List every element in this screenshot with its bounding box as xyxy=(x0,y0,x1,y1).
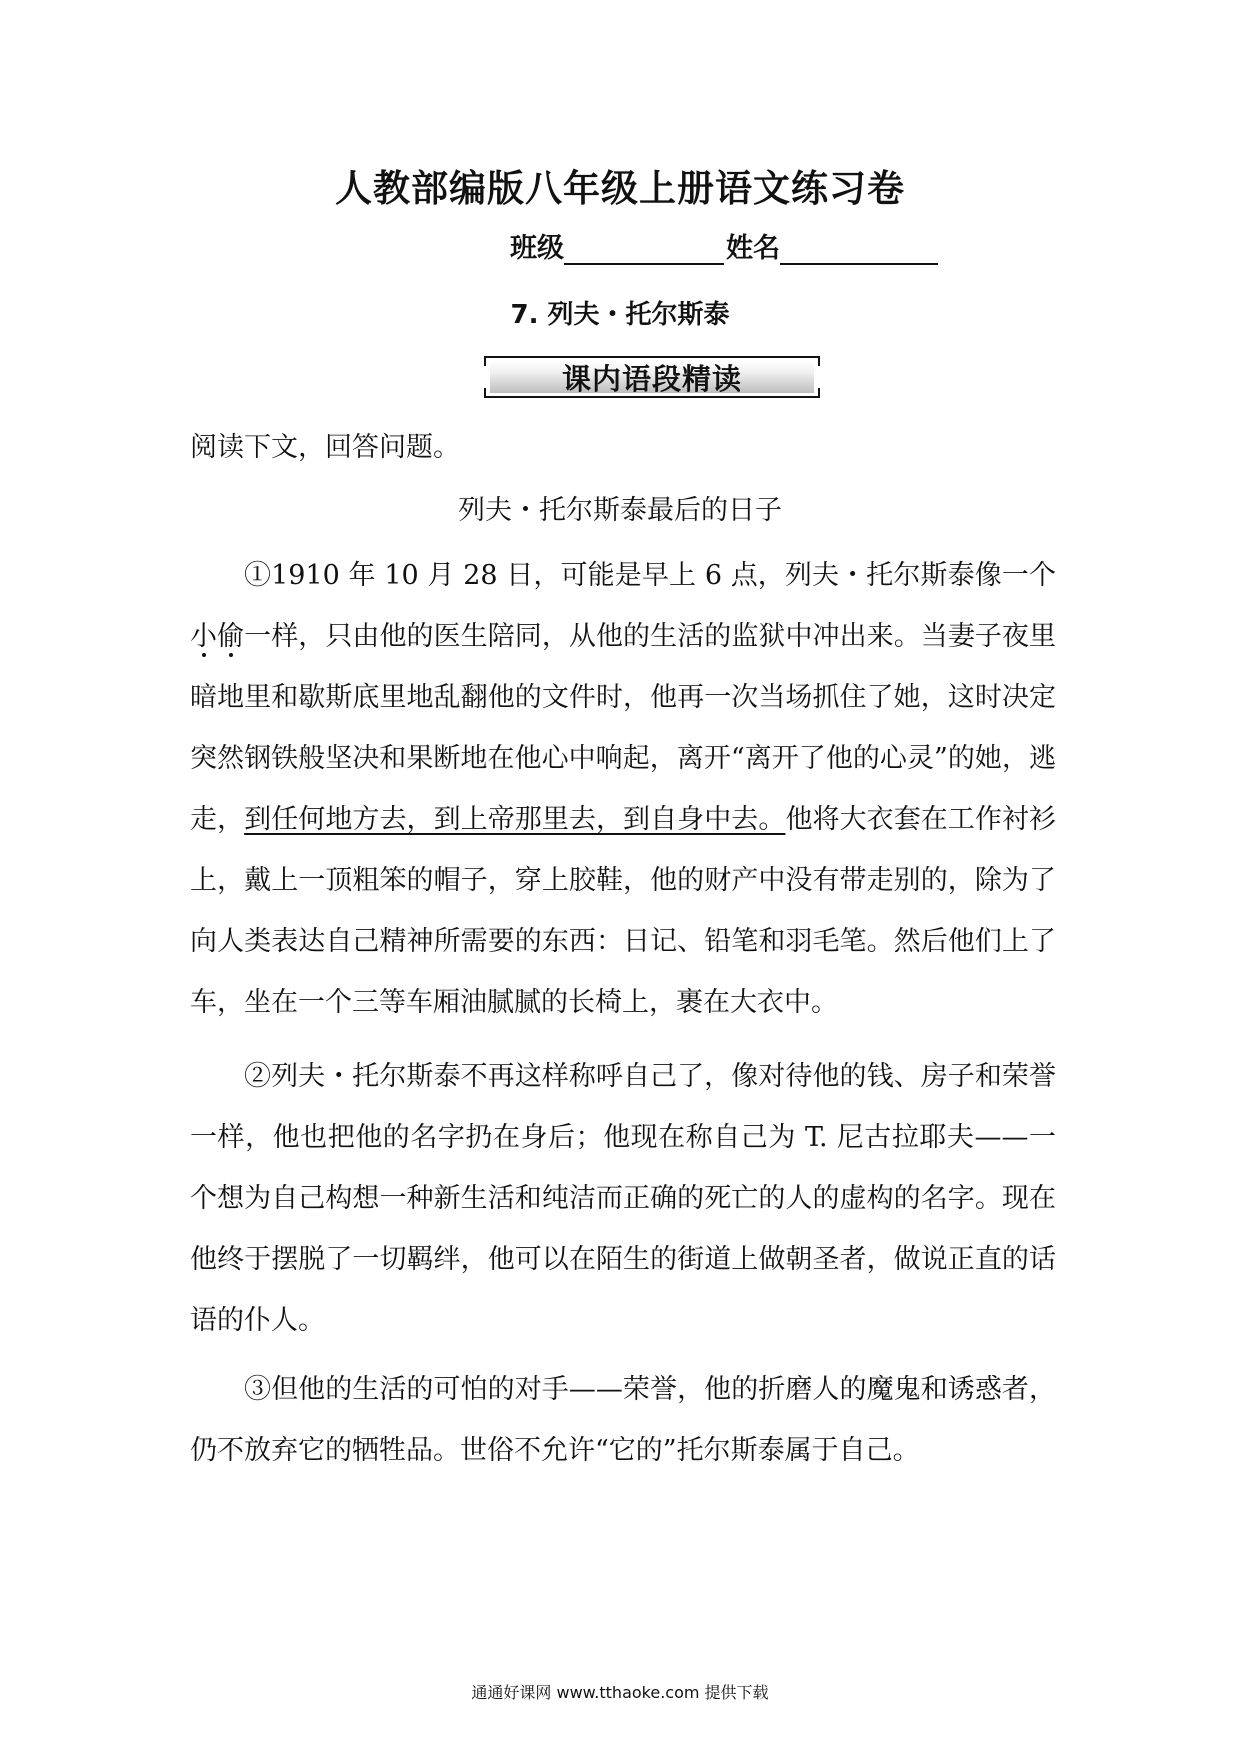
passage-title: 列夫・托尔斯泰最后的日子 xyxy=(458,495,782,526)
paragraph-3: ③但他的生活的可怕的对手——荣誉，他的折磨人的魔鬼和诱惑者，仍不放弃它的牺牲品。世俗不允许“它的”托尔斯泰属于自己。 xyxy=(190,1374,1056,1466)
paragraph-1-text: ①1910 年 10 月 28 日，可能是早上 6 点，列夫・托尔斯泰像一个 xyxy=(244,560,1056,591)
paragraph-1 xyxy=(190,545,1056,1033)
lesson-heading: 7. 列夫・托尔斯泰 xyxy=(510,300,730,330)
emphasis-char: 小 xyxy=(190,621,218,652)
section-title: 课内语段精读 xyxy=(561,361,742,396)
class-name-line xyxy=(510,226,938,265)
instruction: 阅读下文，回答问题。 xyxy=(190,432,460,463)
paragraph-1-text: 一样，只由他的医生陪同，从他的生活的监狱中冲出来。当妻子夜里暗地里和歇斯底里地乱翻他的文件时，他再一次当场抓住了她，这时决定突然钢铁般坚决和果断地在他心中响起，离开“离开了他的心灵”的她，逃走， xyxy=(190,621,1057,835)
name-blank[interactable] xyxy=(780,233,938,265)
paragraph-2: ②列夫・托尔斯泰不再这样称呼自己了，像对待他的钱、房子和荣誉一样，他也把他的名字扔在身后；他现在称自己为 T. 尼古拉耶夫——一个想为自己构想一种新生活和纯洁而正确的死亡的人的虚构的名字。现在他终于摆脱了一切羁绊，他可以在陌生的街道上做朝圣者，做说正直的话语的仆人。 xyxy=(190,1061,1056,1336)
class-blank[interactable] xyxy=(564,233,724,265)
underlined-sentence: 到任何地方去，到上帝那里去，到自身中去。 xyxy=(244,804,786,835)
class-label: 班级 xyxy=(510,233,564,264)
name-label: 姓名 xyxy=(726,233,780,264)
section-banner xyxy=(484,356,820,398)
worksheet-title: 人教部编版八年级上册语文练习卷 xyxy=(335,167,905,210)
footer-credit: 通通好课网 www.tthaoke.com 提供下载 xyxy=(471,1683,769,1702)
emphasis-char: 偷 xyxy=(217,621,245,652)
paragraph-1-text: 他将大衣套在工作衬衫上，戴上一顶粗笨的帽子，穿上胶鞋，他的财产中没有带走别的，除为了向人类表达自己精神所需要的东西：日记、铅笔和羽毛笔。然后他们上了车，坐在一个三等车厢油腻腻的长椅上，裹在大衣中。 xyxy=(190,804,1057,1018)
passage-body xyxy=(190,545,1056,1481)
